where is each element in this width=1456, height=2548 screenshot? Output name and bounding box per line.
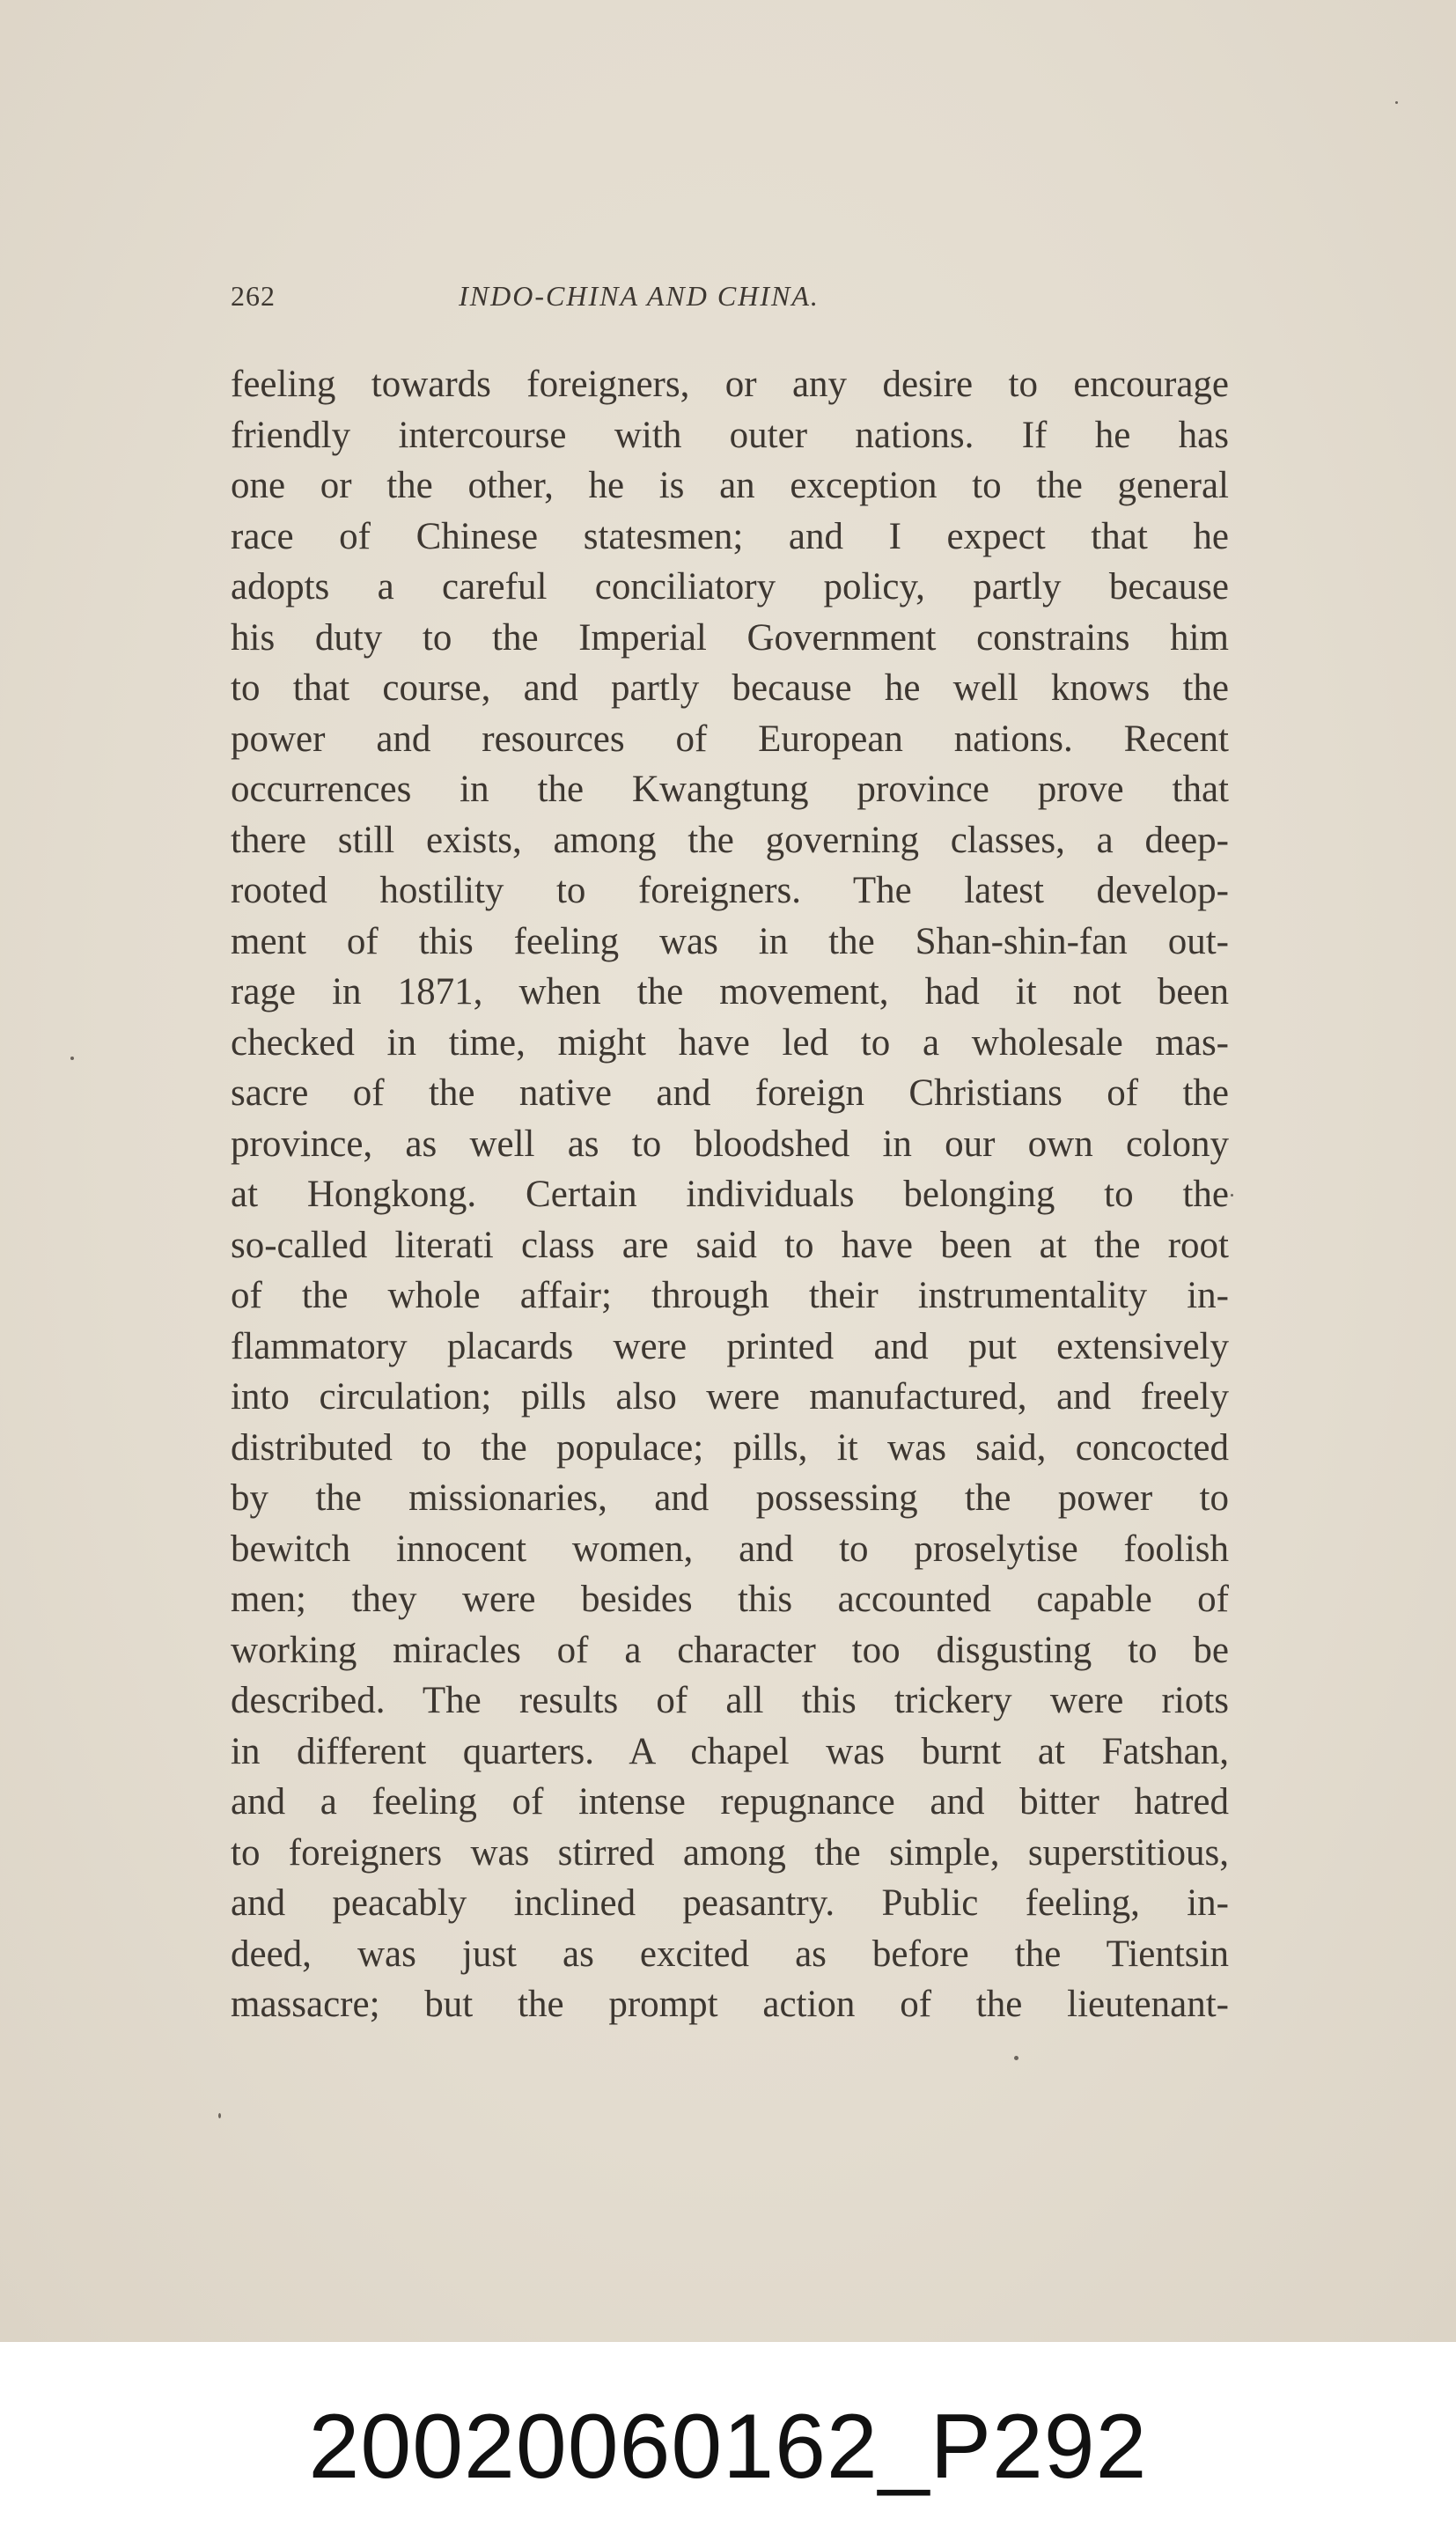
text-line: into circulation; pills also were manufactured, and freely: [231, 1376, 1229, 1418]
caption-area: [0, 2342, 1456, 2548]
text-line: flammatory placards were printed and put extensively: [231, 1325, 1229, 1367]
text-line: men; they were besides this accounted capable of: [231, 1579, 1229, 1620]
text-line: of the whole affair; through their instrumentality in-: [231, 1275, 1229, 1316]
body-text: [231, 359, 1229, 2030]
text-line: and a feeling of intense repugnance and bitter hatred: [231, 1781, 1229, 1823]
text-line: sacre of the native and foreign Christians of the: [231, 1072, 1229, 1114]
text-line: adopts a careful conciliatory policy, partly because: [231, 566, 1229, 608]
running-title: INDO-CHINA AND CHINA.: [459, 280, 820, 312]
text-line: race of Chinese statesmen; and I expect that he: [231, 515, 1229, 557]
text-line: friendly intercourse with outer nations. If he has: [231, 414, 1229, 456]
text-line: described. The results of all this trickery were riots: [231, 1680, 1229, 1721]
text-line: there still exists, among the governing classes, a deep-: [231, 819, 1229, 861]
text-line: by the missionaries, and possessing the power to: [231, 1477, 1229, 1519]
text-line: his duty to the Imperial Government constrains him: [231, 616, 1229, 659]
running-header: [231, 280, 995, 324]
paper-speck: [70, 1057, 74, 1060]
page-number: 262: [231, 280, 276, 312]
text-line: one or the other, he is an exception to the general: [231, 465, 1229, 506]
text-line: checked in time, might have led to a wholesale mas-: [231, 1021, 1229, 1064]
text-line: occurrences in the Kwangtung province prove that: [231, 769, 1229, 810]
text-line: province, as well as to bloodshed in our own colony: [231, 1123, 1229, 1165]
image-identifier: 20020060162_P292: [308, 2396, 1148, 2498]
text-line: at Hongkong. Certain individuals belonging to the: [231, 1174, 1229, 1215]
text-line: to that course, and partly because he well knows the: [231, 667, 1229, 709]
text-line: ment of this feeling was in the Shan-shin-fan out-: [231, 920, 1229, 962]
text-line: to foreigners was stirred among the simple, superstitious,: [231, 1831, 1229, 1874]
text-line: distributed to the populace; pills, it was said, concocted: [231, 1426, 1229, 1469]
paper-speck: [1231, 1194, 1233, 1197]
paper-speck: [1395, 101, 1398, 104]
text-line: rage in 1871, when the movement, had it not been: [231, 971, 1229, 1013]
text-line: working miracles of a character too disgusting to be: [231, 1629, 1229, 1671]
paper-speck: [218, 2113, 221, 2118]
text-line: in different quarters. A chapel was burnt at Fatshan,: [231, 1730, 1229, 1772]
text-line: massacre; but the prompt action of the lieutenant-: [231, 1984, 1229, 2025]
text-line: bewitch innocent women, and to proselytise foolish: [231, 1528, 1229, 1570]
text-line: so-called literati class are said to have been at the root: [231, 1224, 1229, 1266]
text-line: power and resources of European nations. Recent: [231, 718, 1229, 760]
text-line: and peacably inclined peasantry. Public feeling, in-: [231, 1882, 1229, 1924]
text-line: rooted hostility to foreigners. The latest develop-: [231, 870, 1229, 911]
text-line: deed, was just as excited as before the Tientsin: [231, 1933, 1229, 1975]
paper-speck: [1014, 2056, 1018, 2060]
text-line: feeling towards foreigners, or any desire to encourage: [231, 364, 1229, 405]
